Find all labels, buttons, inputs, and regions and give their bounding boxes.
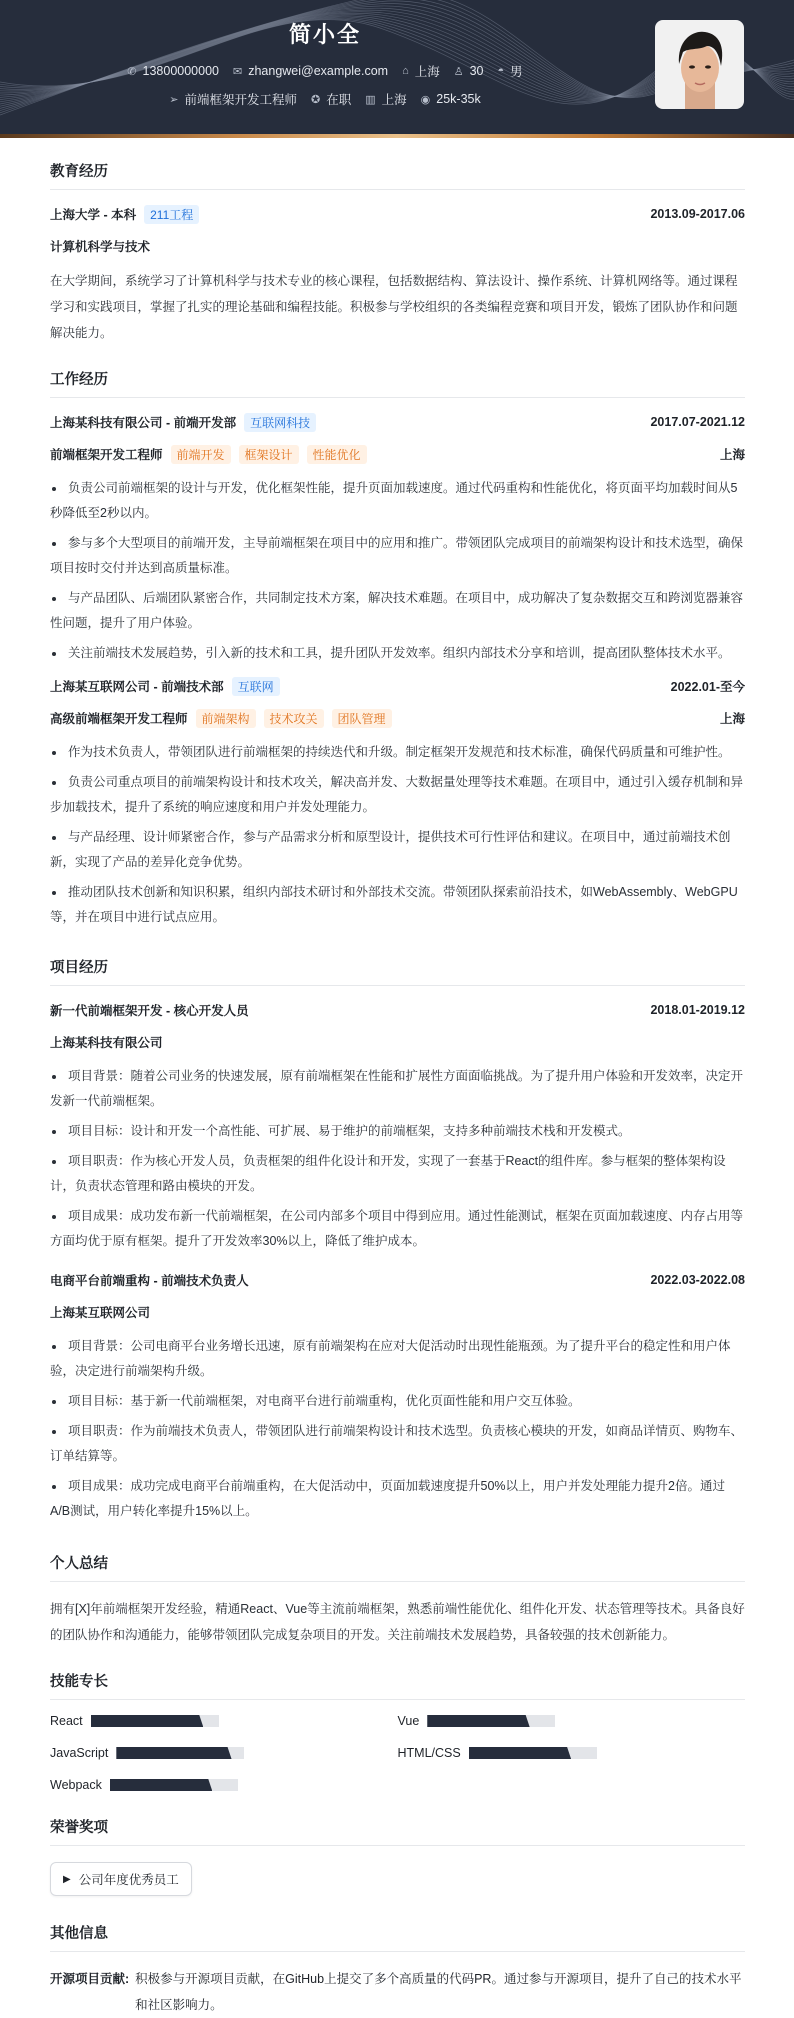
list-item: 关注前端技术发展趋势，引入新的技术和工具，提升团队开发效率。组织内部技术分享和培训，提高团队整体技术水平。 — [50, 641, 745, 666]
skill-level-fill — [116, 1747, 231, 1759]
skill-item — [50, 1778, 398, 1792]
skill-level-fill — [110, 1779, 212, 1791]
work-title-group — [50, 677, 280, 696]
target-position: 前端框架开发工程师 — [184, 93, 297, 107]
avatar — [655, 20, 744, 109]
role-line — [50, 444, 745, 464]
work-period: 2022.01-至今 — [670, 680, 745, 694]
list-item: 项目职责：作为前端技术负责人，带领团队进行前端架构设计和技术选型。负责核心模块的开发，如商品详情页、购物车、订单结算等。 — [50, 1419, 745, 1469]
contact-row — [0, 62, 650, 80]
list-item: 负责公司重点项目的前端架构设计和技术攻关，解决高并发、大数据量处理等技术难题。在项目中，通过引入缓存机制和异步加载技术，提升了系统的响应速度和用户并发处理能力。 — [50, 770, 745, 820]
work-item — [50, 412, 745, 666]
company: 上海某科技有限公司 - 前端开发部 — [50, 416, 237, 430]
award-item[interactable] — [50, 1862, 192, 1896]
work-header — [50, 676, 745, 696]
other-label: 开源项目贡献: — [50, 1972, 130, 1986]
skill-level-bar — [469, 1747, 597, 1759]
skill-item — [398, 1714, 746, 1728]
section-title-projects: 项目经历 — [50, 956, 745, 986]
skill-level-bar — [91, 1715, 219, 1727]
section-title-skills: 技能专长 — [50, 1670, 745, 1700]
skill-level-bar — [110, 1779, 238, 1791]
skill-tag: 框架设计 — [239, 445, 299, 464]
list-item: 项目背景：随着公司业务的快速发展，原有前端框架在性能和扩展性方面面临挑战。为了提升用户体验和开发效率，决定开发新一代前端框架。 — [50, 1064, 745, 1114]
gender-icon: ◓ — [497, 65, 505, 77]
project-name: 电商平台前端重构 - 前端技术负责人 — [50, 1274, 249, 1288]
list-item: 参与多个大型项目的前端开发，主导前端框架在项目中的应用和推广。带领团队完成项目的前端架构设计和技术选型，确保项目按时交付并达到高质量标准。 — [50, 531, 745, 581]
skill-tag: 技术攻关 — [264, 709, 324, 728]
list-item: 作为技术负责人，带领团队进行前端框架的持续迭代和升级。制定框架开发规范和技术标准，确保代码质量和可维护性。 — [50, 740, 745, 765]
list-item: 项目目标：基于新一代前端框架，对电商平台进行前端重构，优化页面性能和用户交互体验。 — [50, 1389, 745, 1414]
other-text: 积极参与开源项目贡献，在GitHub上提交了多个高质量的代码PR。通过参与开源项目，提升了自己的技术水平和社区影响力。 — [135, 1972, 742, 2012]
phone-icon: ✆ — [127, 65, 137, 78]
industry-tag: 互联网 — [232, 677, 280, 696]
skill-tag: 前端开发 — [171, 445, 231, 464]
project-company: 上海某互联网公司 — [50, 1306, 151, 1320]
project-item — [50, 1000, 745, 1254]
gender: 男 — [510, 65, 523, 79]
email: zhangwei@example.com — [248, 64, 389, 78]
send-icon: ➢ — [169, 93, 179, 106]
job-status: 在职 — [326, 93, 352, 107]
project-period: 2022.03-2022.08 — [650, 1273, 745, 1287]
project-company: 上海某科技有限公司 — [50, 1036, 163, 1050]
list-item: 与产品经理、设计师紧密合作，参与产品需求分析和原型设计，提供技术可行性评估和建议。在项目中，通过前端技术创新，实现了产品的差异化竞争优势。 — [50, 825, 745, 875]
salary: 25k-35k — [436, 92, 481, 106]
project-detail-list — [50, 1064, 745, 1254]
list-item: 负责公司前端框架的设计与开发，优化框架性能，提升页面加载速度。通过代码重构和性能优化，将页面平均加载时间从5秒降低至2秒以内。 — [50, 476, 745, 526]
resume-header — [0, 0, 794, 138]
section-title-awards: 荣誉奖项 — [50, 1816, 745, 1846]
section-title-summary: 个人总结 — [50, 1552, 745, 1582]
project-item — [50, 1270, 745, 1524]
list-item: 项目成果：成功发布新一代前端框架，在公司内部多个项目中得到应用。通过性能测试，框架在页面加载速度、内存占用等方面均优于原有框架。提升了开发效率30%以上，降低了维护成本。 — [50, 1204, 745, 1254]
project-header — [50, 1000, 745, 1020]
skill-level-fill — [469, 1747, 571, 1759]
work-city: 上海 — [719, 448, 745, 462]
section-title-education: 教育经历 — [50, 160, 745, 190]
responsibility-list — [50, 740, 745, 930]
education-description: 在大学期间，系统学习了计算机科学与技术专业的核心课程，包括数据结构、算法设计、操作系统、计算机网络等。通过课程学习和实践项目，掌握了扎实的理论基础和编程技能。积极参与学校组织的各类编程竞赛和项目开发，锻炼了团队协作和问题解决能力。 — [50, 274, 738, 340]
list-item: 与产品团队、后端团队紧密合作，共同制定技术方案，解决技术难题。在项目中，成功解决了复杂数据交互和跨浏览器兼容性问题，提升了用户体验。 — [50, 586, 745, 636]
skill-name: Webpack — [50, 1778, 102, 1792]
work-item — [50, 676, 745, 930]
skill-level-fill — [91, 1715, 204, 1727]
skill-name: HTML/CSS — [397, 1746, 461, 1760]
role: 高级前端框架开发工程师 — [50, 712, 188, 726]
skill-name: React — [50, 1714, 83, 1728]
status-icon: ✪ — [310, 93, 321, 106]
skill-item — [398, 1746, 746, 1760]
city: 上海 — [414, 65, 440, 79]
education-period: 2013.09-2017.06 — [650, 207, 745, 221]
project-header — [50, 1270, 745, 1290]
list-item: 项目职责：作为核心开发人员，负责框架的组件化设计和开发，实现了一套基于React的组件库。参与框架的整体架构设计，负责状态管理和路由模块的开发。 — [50, 1149, 745, 1199]
project-period: 2018.01-2019.12 — [650, 1003, 745, 1017]
candidate-name: 简小全 — [288, 22, 361, 47]
skill-name: JavaScript — [50, 1746, 109, 1760]
project-detail-list — [50, 1334, 745, 1524]
list-item: 项目成果：成功完成电商平台前端重构，在大促活动中，页面加载速度提升50%以上，用户并发处理能力提升2倍。通过A/B测试，用户转化率提升15%以上。 — [50, 1474, 745, 1524]
header-accent-bar — [0, 134, 794, 138]
award-label: 公司年度优秀员工 — [78, 1873, 179, 1887]
skill-level-bar — [427, 1715, 555, 1727]
home-icon: ⌂ — [402, 65, 409, 77]
role-line — [50, 708, 745, 728]
list-item: 推动团队技术创新和知识积累，组织内部技术研讨和外部技术交流。带领团队探索前沿技术，如WebAssembly、WebGPU等，并在项目中进行试点应用。 — [50, 880, 745, 930]
school-tag: 211工程 — [144, 205, 199, 224]
skill-item — [50, 1746, 398, 1760]
work-header — [50, 412, 745, 432]
salary-icon: ◉ — [420, 93, 431, 106]
role-group — [50, 709, 392, 728]
summary-text: 拥有[X]年前端框架开发经验，精通React、Vue等主流前端框架，熟悉前端性能优化、组件化开发、状态管理等技术。具备良好的团队协作和沟通能力，能够带领团队完成复杂项目的开发。关注前端技术发展趋势，具备较强的技术创新能力。 — [50, 1602, 745, 1642]
skill-item — [50, 1714, 398, 1728]
project-company-line — [50, 1032, 745, 1052]
building-icon: ▥ — [365, 93, 376, 106]
skill-tag: 性能优化 — [307, 445, 367, 464]
list-item: 项目背景：公司电商平台业务增长迅速，原有前端架构在应对大促活动时出现性能瓶颈。为了提升平台的稳定性和用户体验，决定进行前端架构升级。 — [50, 1334, 745, 1384]
section-title-work: 工作经历 — [50, 368, 745, 398]
age: 30 — [469, 64, 484, 78]
work-city: 上海 — [719, 712, 745, 726]
role: 前端框架开发工程师 — [50, 448, 163, 462]
project-name: 新一代前端框架开发 - 核心开发人员 — [50, 1004, 249, 1018]
email-icon: ✉ — [233, 65, 243, 78]
role-group — [50, 445, 367, 464]
skill-name: Vue — [397, 1714, 420, 1728]
work-period: 2017.07-2021.12 — [650, 415, 745, 429]
project-company-line — [50, 1302, 745, 1322]
section-title-other: 其他信息 — [50, 1922, 745, 1952]
work-title-group — [50, 413, 316, 432]
skill-tag: 团队管理 — [332, 709, 392, 728]
target-city: 上海 — [381, 93, 407, 107]
phone: 13800000000 — [142, 64, 219, 78]
skill-level-fill — [427, 1715, 529, 1727]
school: 上海大学 - 本科 — [50, 208, 137, 222]
cake-icon: ♙ — [453, 65, 464, 78]
major: 计算机科学与技术 — [50, 240, 151, 254]
skill-level-bar — [116, 1747, 244, 1759]
responsibility-list — [50, 476, 745, 666]
job-intent-row — [0, 90, 650, 108]
industry-tag: 互联网科技 — [244, 413, 316, 432]
skill-tag: 前端架构 — [196, 709, 256, 728]
company: 上海某互联网公司 - 前端技术部 — [50, 680, 224, 694]
caret-right-icon: ▶ — [63, 1873, 71, 1885]
list-item: 项目目标：设计和开发一个高性能、可扩展、易于维护的前端框架，支持多种前端技术栈和开发模式。 — [50, 1119, 745, 1144]
